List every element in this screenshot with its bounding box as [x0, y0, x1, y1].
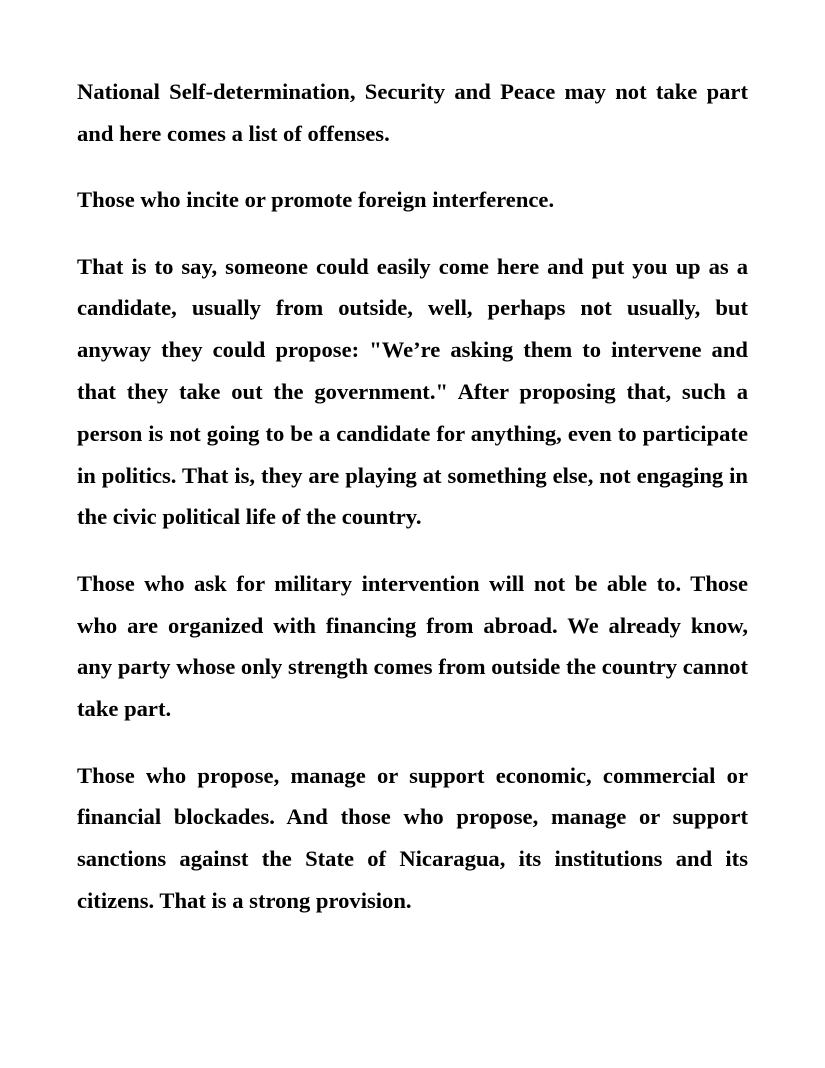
paragraph-3: That is to say, someone could easily come here and put you up as a candidate, usually from outside, well, perhaps not usually, but anyway they could propose: "We’re asking them to intervene and that they take out the government." After proposing that, such a person is not going to be a candidate for anything, even to participate in politics. That is, they are playing at something else, not engaging in the civic political life of the country. [77, 253, 748, 530]
paragraph-2: Those who incite or promote foreign interference. [77, 187, 555, 213]
document-body [77, 71, 748, 946]
paragraph-5: Those who propose, manage or support economic, commercial or financial blockades. And those who propose, manage or support sanctions against the State of Nicaragua, its institutions and its citizens. That is a strong provision. [77, 762, 748, 913]
paragraph-1: National Self-determination, Security and Peace may not take part and here comes a list of offenses. [77, 79, 748, 146]
paragraph-4: Those who ask for military intervention will not be able to. Those who are organized with financing from abroad. We already know, any party whose only strength comes from outside the country cannot take part. [77, 570, 748, 722]
